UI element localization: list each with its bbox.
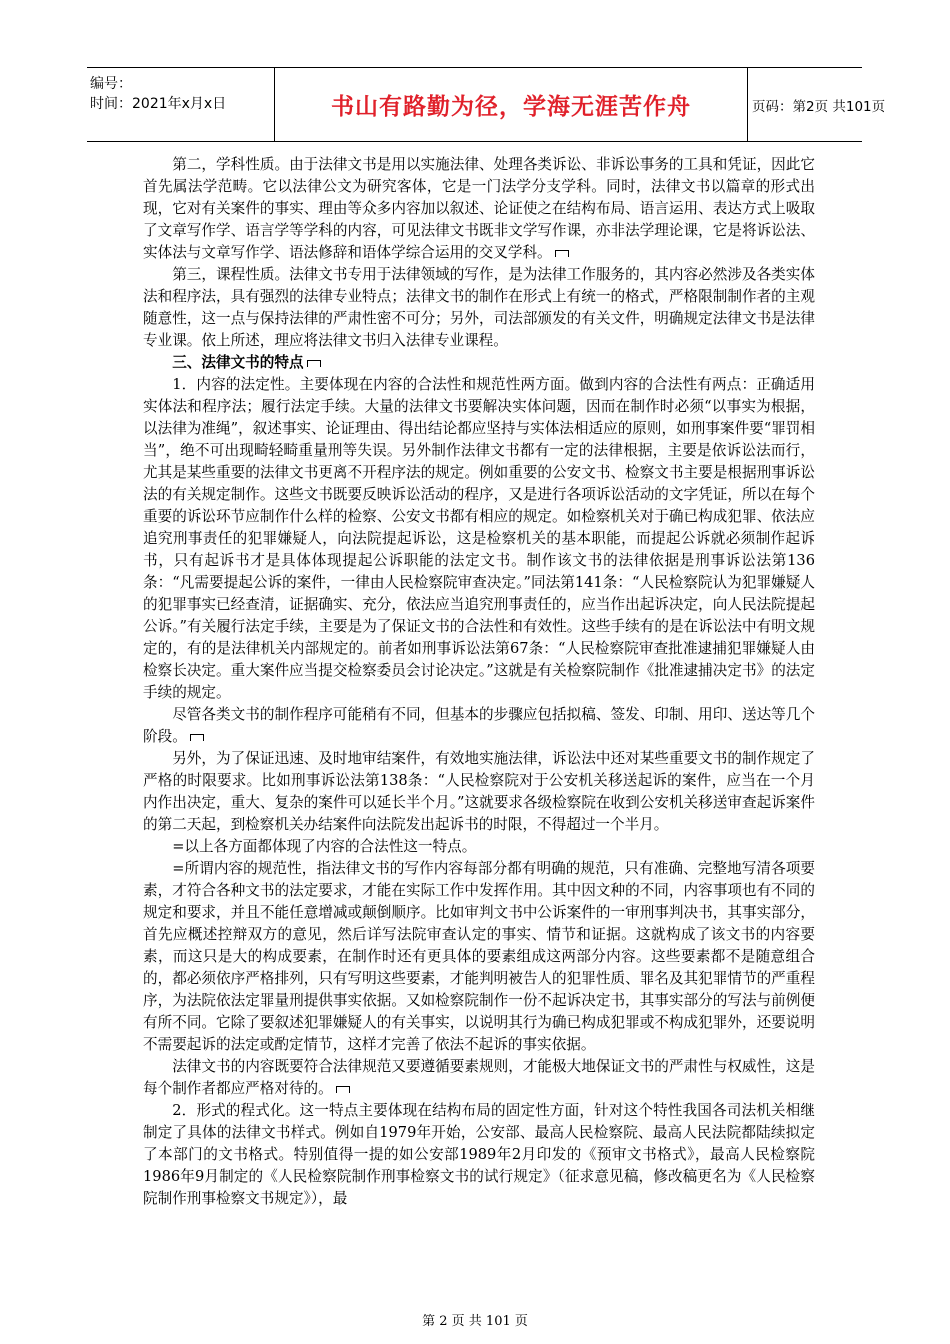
- document-body: [143, 154, 815, 1210]
- header-motto: 书山有路勤为径，学海无涯苦作舟: [275, 68, 748, 141]
- paragraph: 尽管各类文书的制作程序可能稍有不同，但基本的步骤应包括拟稿、签发、印制、用印、送达等几个阶段。: [143, 706, 815, 745]
- paragraph-mark-icon: [190, 734, 204, 741]
- paragraph: 另外，为了保证迅速、及时地审结案件，有效地实施法律，诉讼法中还对某些重要文书的制作规定了严格的时限要求。比如刑事诉讼法第138条：“人民检察院对于公安机关移送起诉的案件，应当在一个月内作出决定，重大、复杂的案件可以延长半个月。”这就要求各级检察院在收到公安机关移送审查起诉案件的第二天起，到检察机关办结案件向法院发出起诉书的时限，不得超过一个半月。: [143, 750, 815, 833]
- paragraph: 第二，学科性质。由于法律文书是用以实施法律、处理各类诉讼、非诉讼事务的工具和凭证，因此它首先属法学范畴。它以法律公文为研究客体，它是一门法学分支学科。同时，法律文书以篇章的形式出现，它对有关案件的事实、理由等众多内容加以叙述、论证使之在结构布局、语言运用、表达方式上吸取了文章写作学、语言学等学科的内容，可见法律文书既非文学写作课，亦非法学理论课，它是将诉讼法、实体法与文章写作学、语法修辞和语体学综合运用的交叉学科。: [143, 156, 815, 261]
- paragraph: 1．内容的法定性。主要体现在内容的合法性和规范性两方面。做到内容的合法性有两点：正确适用实体法和程序法；履行法定手续。大量的法律文书要解决实体问题，因而在制作时必须“以事实为根据，以法律为准绳”，叙述事实、论证理由、得出结论都应坚持与实体法相适应的原则，如刑事案件要“罪罚相当”，绝不可出现畸轻畸重量刑等失误。另外制作法律文书都有一定的法律根据，主要是依诉讼法而行，尤其是某些重要的法律文书更离不开程序法的规定。例如重要的公安文书、检察文书主要是根据刑事诉讼法的有关规定制作。这些文书既要反映诉讼活动的程序，又是进行各项诉讼活动的文字凭证，所以在每个重要的诉讼环节应制作什么样的检察、公安文书都有相应的规定。如检察机关对于确已构成犯罪、依法应追究刑事责任的犯罪嫌疑人，向法院提起诉讼，这是检察机关的基本职能，而提起公诉就必须制作起诉书，只有起诉书才是具体体现提起公诉职能的法定文书。制作该文书的法律依据是刑事诉讼法第136条：“凡需要提起公诉的案件，一律由人民检察院审查决定。”同法第141条：“人民检察院认为犯罪嫌疑人的犯罪事实已经查清，证据确实、充分，依法应当追究刑事责任的，应当作出起诉决定，向人民法院提起公诉。”有关履行法定手续，主要是为了保证文书的合法性和有效性。这些手续有的是在诉讼法中有明文规定的，有的是法律机关内部规定的。前者如刑事诉讼法第67条：“人民检察院审查批准逮捕犯罪嫌疑人由检察长决定。重大案件应当提交检察委员会讨论决定。”这就是有关检察院制作《批准逮捕决定书》的法定手续的规定。: [143, 376, 815, 701]
- paragraph: =以上各方面都体现了内容的合法性这一特点。: [172, 838, 477, 855]
- paragraph: =所谓内容的规范性，指法律文书的写作内容每部分都有明确的规范，只有准确、完整地写清各项要素，才符合各种文书的法定要求，才能在实际工作中发挥作用。其中因文种的不同，内容事项也有不同的规定和要求，并且不能任意增减或颠倒顺序。比如审判文书中公诉案件的一审刑事判决书，其事实部分，首先应概述控辩双方的意见，然后详写法院审查认定的事实、情节和证据。这就构成了该文书的内容要素，而这只是大的构成要素，在制作时还有更具体的要素组成这两部分内容。这些要素都不是随意组合的，都必须依序严格排列，只有写明这些要素，才能判明被告人的犯罪性质、罪名及其犯罪情节的严重程序，为法院依法定罪量刑提供事实依据。又如检察院制作一份不起诉决定书，其事实部分的写法与前例便有所不同。它除了要叙述犯罪嫌疑人的有关事实，以说明其行为确已构成犯罪或不构成犯罪外，还要说明不需要起诉的法定或酌定情节，这样才完善了依法不起诉的事实依据。: [143, 860, 815, 1053]
- paragraph: 法律文书的内容既要符合法律规范又要遵循要素规则，才能极大地保证文书的严肃性与权威性，这是每个制作者都应严格对待的。: [143, 1058, 815, 1097]
- header-page-info: 页码：第2页 共101页: [752, 98, 886, 115]
- paragraph-mark-icon: [336, 1086, 350, 1093]
- paragraph: 第三，课程性质。法律文书专用于法律领域的写作，是为法律工作服务的，其内容必然涉及各类实体法和程序法，具有强烈的法律专业特点；法律文书的制作在形式上有统一的格式，严格限制制作者的主观随意性，这一点与保持法律的严肃性密不可分；另外，司法部颁发的有关文件，明确规定法律文书是法律专业课。依上所述，理应将法律文书归入法律专业课程。: [143, 266, 815, 349]
- paragraph-mark-icon: [307, 360, 321, 367]
- page-footer: 第 2 页 共 101 页: [422, 1314, 528, 1329]
- page-header: [87, 67, 886, 142]
- number-label: 编号：: [90, 76, 132, 92]
- header-meta: [87, 68, 275, 141]
- section-heading: 三、法律文书的特点: [143, 352, 815, 374]
- paragraph-mark-icon: [555, 250, 569, 257]
- date-line: 时间：2021年x月x日: [90, 96, 227, 112]
- paragraph: 2．形式的程式化。这一特点主要体现在结构布局的固定性方面，针对这个特性我国各司法机关相继制定了具体的法律文书样式。例如自1979年开始，公安部、最高人民检察院、最高人民法院都陆续拟定了本部门的文书格式。特别值得一提的如公安部1989年2月印发的《预审文书格式》，最高人民检察院1986年9月制定的《人民检察院制作刑事检察文书的试行规定》（征求意见稿，修改稿更名为《人民检察院制作刑事检察文书规定》），最: [143, 1102, 815, 1207]
